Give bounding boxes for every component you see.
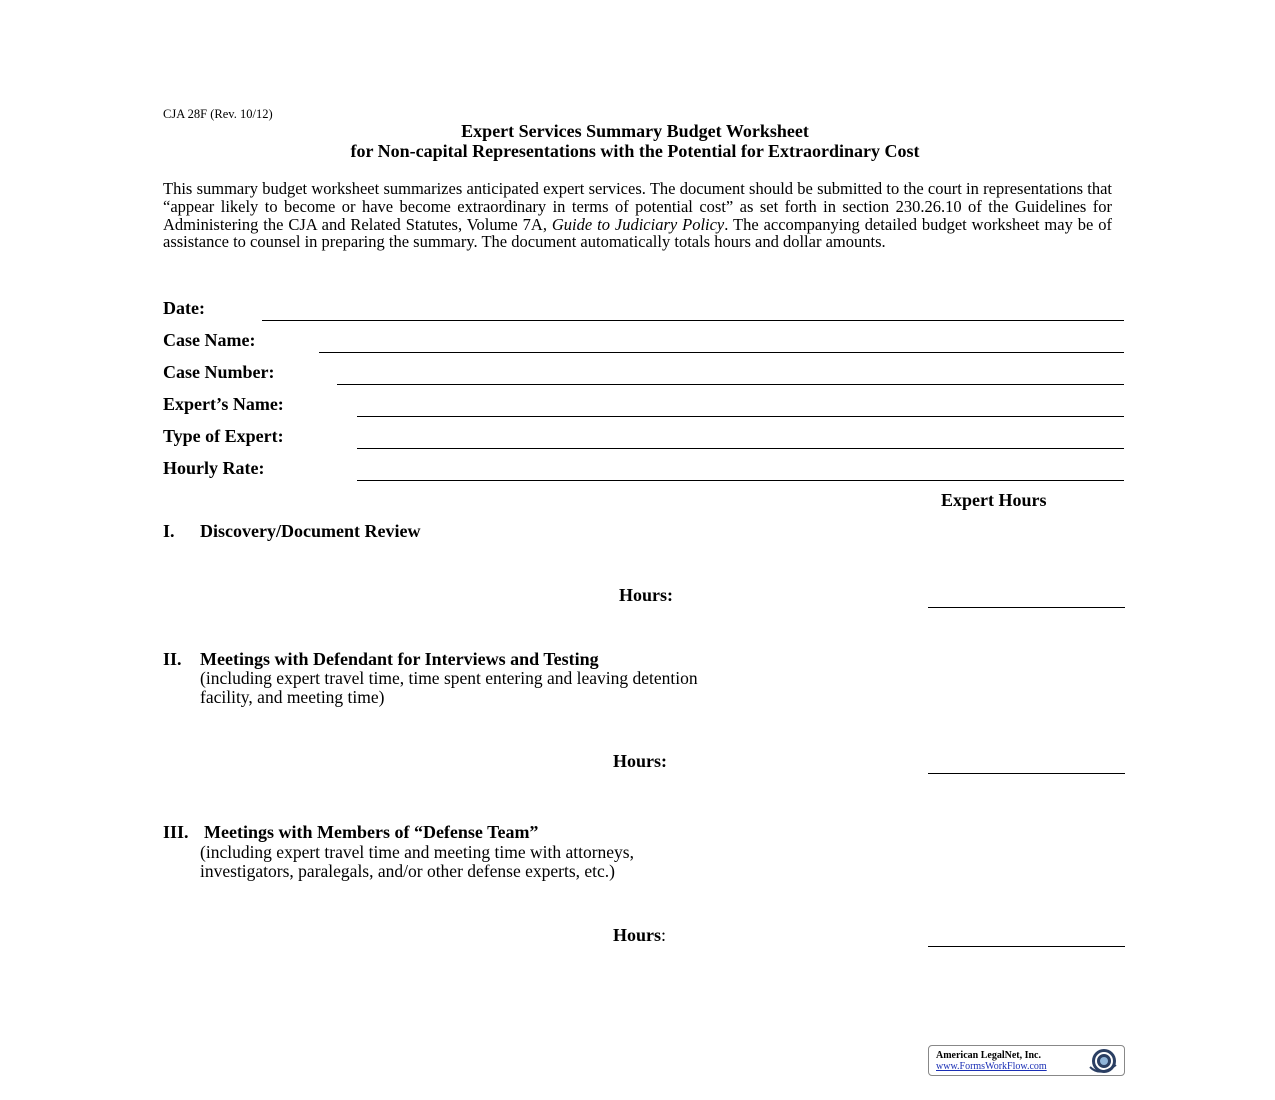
section-3-hours-label: Hours: xyxy=(613,925,667,945)
section-2-subtitle-line-2: facility, and meeting time) xyxy=(200,687,385,707)
type-of-expert-field[interactable] xyxy=(357,448,1124,449)
case-name-label: Case Name: xyxy=(163,330,256,350)
hourly-rate-label: Hourly Rate: xyxy=(163,458,265,478)
section-2-subtitle-line-1: (including expert travel time, time spent entering and leaving detention xyxy=(200,668,698,688)
page-subtitle: for Non-capital Representations with the Potential for Extraordinary Cost xyxy=(350,141,920,161)
section-3-hours-field[interactable] xyxy=(928,946,1125,947)
globe-icon xyxy=(1086,1047,1120,1075)
section-3-title: Meetings with Members of “Defense Team” xyxy=(204,822,539,842)
form-id: CJA 28F (Rev. 10/12) xyxy=(163,107,273,121)
section-2-hours-field[interactable] xyxy=(928,773,1125,774)
type-of-expert-label: Type of Expert: xyxy=(163,426,284,446)
section-3-subtitle-line-2: investigators, paralegals, and/or other defense experts, etc.) xyxy=(200,861,615,881)
section-3-subtitle-line-1: (including expert travel time and meeting time with attorneys, xyxy=(200,842,634,862)
expert-name-field[interactable] xyxy=(357,416,1124,417)
section-1-title: Discovery/Document Review xyxy=(200,521,421,541)
american-legalnet-logo[interactable] xyxy=(928,1045,1125,1076)
section-1-number: I. xyxy=(163,521,175,541)
case-number-label: Case Number: xyxy=(163,362,275,382)
intro-text-1: This summary budget worksheet summarizes anticipated expert services. The document should be submitted to the court in representations that “appear likely to become or have become extraordinary in terms of potential cost” as set forth in section 230.26.10 of the Guidelines for Administering the CJA and Related Statutes, Volume 7A, xyxy=(163,179,1112,234)
section-2-title: Meetings with Defendant for Interviews and Testing xyxy=(200,649,599,669)
expert-name-label: Expert’s Name: xyxy=(163,394,284,414)
section-1-hours-field[interactable] xyxy=(928,607,1125,608)
page-title: Expert Services Summary Budget Worksheet xyxy=(461,121,809,141)
section-1-hours-label: Hours: xyxy=(619,585,673,605)
intro-paragraph xyxy=(163,180,1112,251)
section-2-hours-label: Hours: xyxy=(613,751,667,771)
section-3-number: III. xyxy=(163,822,189,842)
logo-url-link[interactable]: www.FormsWorkFlow.com xyxy=(936,1061,1047,1072)
intro-italic-title: Guide to Judiciary Policy xyxy=(551,214,725,234)
case-number-field[interactable] xyxy=(337,384,1124,385)
hourly-rate-field[interactable] xyxy=(357,480,1124,481)
date-label: Date: xyxy=(163,298,205,318)
date-field[interactable] xyxy=(262,320,1124,321)
intro-text-2: . The accompanying detailed budget worksheet may be of assistance to counsel in preparing the summary. The document automatically totals hours and dollar amounts. xyxy=(163,214,1112,252)
logo-company-name: American LegalNet, Inc. xyxy=(936,1050,1041,1061)
expert-hours-column-header: Expert Hours xyxy=(941,490,1047,510)
case-name-field[interactable] xyxy=(319,352,1124,353)
section-2-number: II. xyxy=(163,649,182,669)
